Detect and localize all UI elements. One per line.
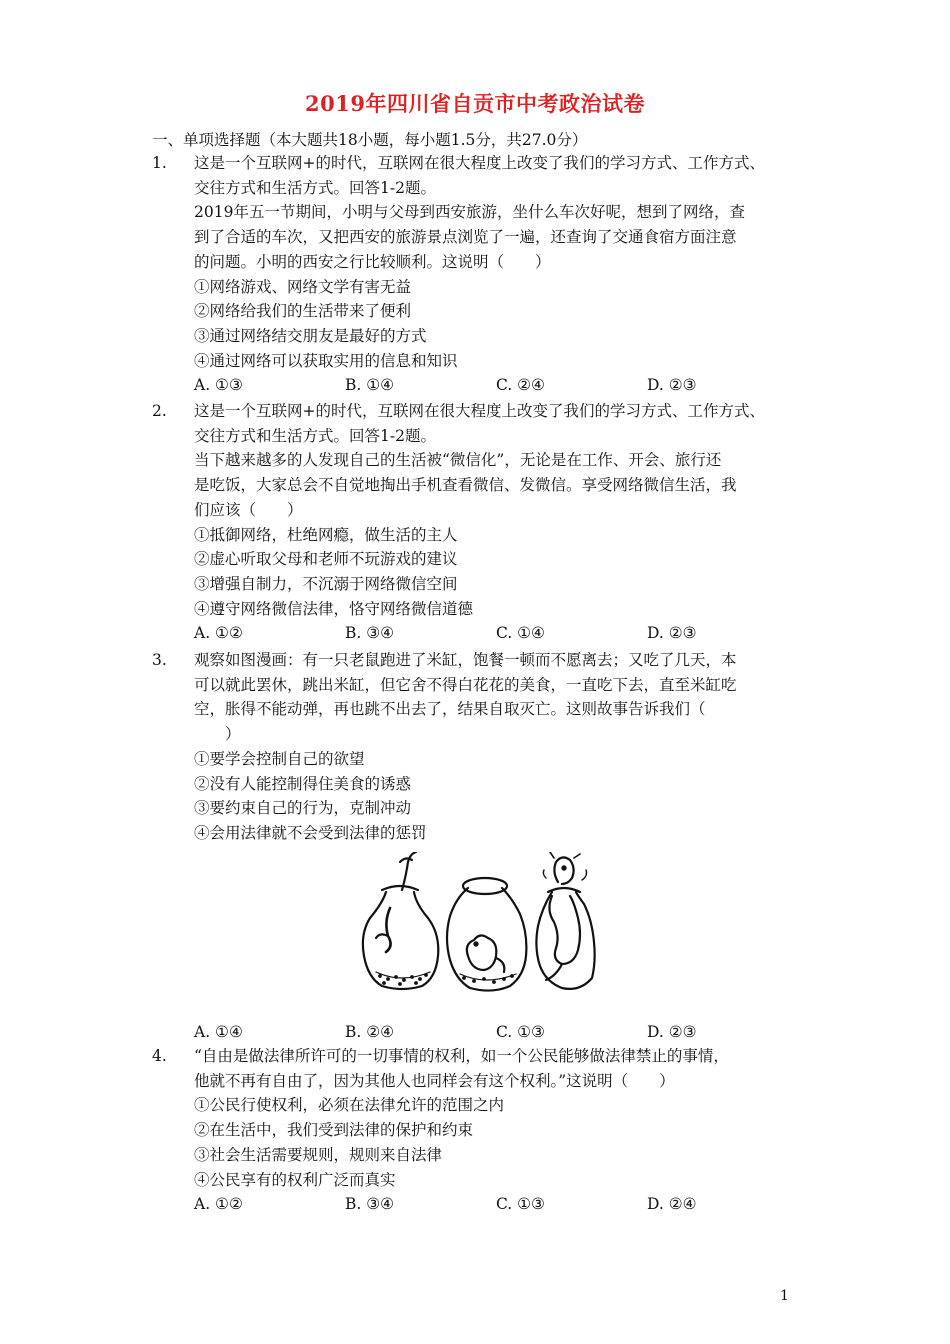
stem-line: 是吃饭，大家总会不自觉地掏出手机查看微信、发微信。享受网络微信生活，我 [194,476,737,495]
stem-line: 交往方式和生活方式。回答1-2题。 [194,426,436,445]
choice-item: ④通过网络可以获取实用的信息和知识 [194,351,458,370]
jar-1 [363,852,438,989]
stem-line: 空，胀得不能动弹，再也跳不出去了，结果自取灭亡。这则故事告诉我们（ [194,700,706,719]
stem-line: 他就不再有自由了，因为其他人也同样会有这个权利。”这说明（ ） [194,1071,675,1090]
choice-item: ③增强自制力，不沉溺于网络微信空间 [194,574,458,593]
answer-options [194,1020,812,1045]
jar-3 [536,852,594,989]
option-d[interactable]: D. ②④ [647,1195,697,1214]
choice-item: ①要学会控制自己的欲望 [194,749,365,768]
option-a[interactable]: A. ①② [194,1195,243,1214]
option-a[interactable]: A. ①② [194,624,243,643]
question-1 [152,151,812,398]
question-number: 4. [152,1047,167,1065]
stem-line: 观察如图漫画：有一只老鼠跑进了米缸，饱餐一顿而不愿离去；又吃了几天，本 [194,651,737,669]
option-b[interactable]: B. ③④ [345,624,395,643]
choice-item: ②网络给我们的生活带来了便利 [194,302,412,321]
stem-line: 可以就此罢休，跳出米缸，但它舍不得白花花的美食，一直吃下去，直至米缸吃 [194,675,737,694]
stem-line: 们应该（ ） [194,500,303,519]
option-b[interactable]: B. ②④ [345,1022,395,1041]
option-b[interactable]: B. ①④ [345,376,395,395]
option-d[interactable]: D. ②③ [647,624,697,643]
page-title: 2019年四川省自贡市中考政治试卷 [305,91,645,116]
question-2 [152,399,812,646]
option-a[interactable]: A. ①③ [194,376,243,395]
choice-item: ③要约束自己的行为，克制冲动 [194,799,412,818]
question-number: 3. [152,651,167,669]
stem-line: ） [194,725,241,744]
page-number: 1 [780,1288,789,1304]
stem-line: 2019年五一节期间，小明与父母到西安旅游，坐什么车次好呢，想到了网络，查 [194,203,745,222]
answer-options [194,1192,812,1217]
answer-options [194,621,812,646]
stem-line: 交往方式和生活方式。回答1-2题。 [194,178,436,197]
choice-item: ②在生活中，我们受到法律的保护和约束 [194,1121,474,1140]
choice-item: ①抵御网络，杜绝网瘾，做生活的主人 [194,525,458,544]
question-number: 1. [152,154,167,172]
stem-line: 当下越来越多的人发现自己的生活被“微信化”，无论是在工作、开会、旅行还 [194,451,722,470]
stem-line: 这是一个互联网+的时代，互联网在很大程度上改变了我们的学习方式、工作方式、 [194,402,765,420]
stem-line: 到了合适的车次，又把西安的旅游景点浏览了一遍，还查询了交通食宿方面注意 [194,228,737,247]
choice-item: ②没有人能控制得住美食的诱惑 [194,774,412,793]
option-a[interactable]: A. ①④ [194,1022,243,1041]
stem-line: 这是一个互联网+的时代，互联网在很大程度上改变了我们的学习方式、工作方式、 [194,154,765,172]
choice-item: ①网络游戏、网络文学有害无益 [194,277,412,296]
answer-options [194,373,812,398]
choice-item: ④遵守网络微信法律，恪守网络微信道德 [194,599,474,618]
choice-item: ②虚心听取父母和老师不玩游戏的建议 [194,550,458,569]
stem-line: “自由是做法律所许可的一切事情的权利，如一个公民能够做法律禁止的事情， [194,1047,729,1065]
jar-2 [447,878,526,991]
option-c[interactable]: C. ①③ [496,1022,545,1041]
option-b[interactable]: B. ③④ [345,1195,395,1214]
choice-item: ③通过网络结交朋友是最好的方式 [194,326,427,345]
choice-item: ①公民行使权利，必须在法律允许的范围之内 [194,1096,505,1115]
stem-line: 的问题。小明的西安之行比较顺利。这说明（ ） [194,252,551,271]
option-c[interactable]: C. ①④ [496,624,545,643]
section-header: 一、单项选择题（本大题共18小题，每小题1.5分，共27.0分） [152,131,588,149]
choice-item: ④公民享有的权利广泛而真实 [194,1170,396,1189]
choice-item: ④会用法律就不会受到法律的惩罚 [194,823,427,842]
choice-item: ③社会生活需要规则，规则来自法律 [194,1145,443,1164]
mouse-rice-jar-cartoon [356,852,596,1000]
option-c[interactable]: C. ②④ [496,376,545,395]
option-d[interactable]: D. ②③ [647,376,697,395]
question-4 [152,1044,812,1217]
option-d[interactable]: D. ②③ [647,1022,697,1041]
question-number: 2. [152,402,167,420]
option-c[interactable]: C. ①③ [496,1195,545,1214]
